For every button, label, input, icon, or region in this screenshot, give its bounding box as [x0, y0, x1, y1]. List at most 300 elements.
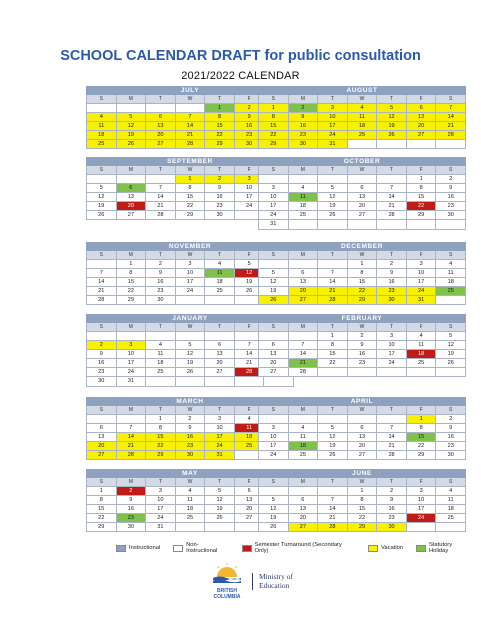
- day-cell: 10: [205, 424, 235, 433]
- day-cell: 28: [87, 296, 117, 305]
- day-cell: 5: [259, 269, 289, 278]
- day-cell: 13: [407, 113, 437, 122]
- day-cell: 9: [348, 341, 378, 350]
- day-cell: 16: [436, 193, 466, 202]
- day-cell: 29: [407, 211, 437, 220]
- day-cell: 9: [176, 424, 206, 433]
- ministry-line-1: Ministry of: [259, 572, 293, 581]
- day-cell: 17: [259, 442, 289, 451]
- day-cell: 18: [348, 122, 378, 131]
- day-cell: 31: [318, 140, 348, 149]
- day-cell: 22: [348, 287, 378, 296]
- day-cell: 31: [205, 451, 235, 460]
- empty-cell: [205, 377, 235, 386]
- day-cell: 7: [87, 269, 117, 278]
- empty-cell: [318, 260, 348, 269]
- day-cell: 28: [176, 140, 206, 149]
- day-cell: 18: [436, 278, 466, 287]
- legend-label: Non-Instructional: [186, 542, 218, 554]
- month-header: JUNE: [258, 469, 466, 478]
- empty-cell: [377, 220, 407, 229]
- day-cell: 28: [436, 131, 466, 140]
- month-header: AUGUST: [258, 86, 466, 95]
- weekday-label: T: [377, 323, 407, 332]
- day-cell: 25: [87, 140, 117, 149]
- empty-cell: [87, 415, 117, 424]
- weekday-label: M: [117, 166, 147, 175]
- empty-cell: [407, 368, 437, 377]
- day-cell: 29: [146, 451, 176, 460]
- day-cell: 10: [407, 269, 437, 278]
- legend: [116, 543, 481, 553]
- day-cell: 30: [436, 451, 466, 460]
- day-cell: 9: [436, 424, 466, 433]
- day-cell: 15: [318, 350, 348, 359]
- day-cell: 22: [259, 131, 289, 140]
- day-cell: 30: [377, 523, 407, 532]
- day-cell: 27: [289, 296, 319, 305]
- weekday-label: T: [205, 323, 235, 332]
- day-cell: 24: [235, 202, 265, 211]
- day-cell: 21: [318, 287, 348, 296]
- weekday-label: M: [117, 251, 147, 260]
- day-cell: 4: [146, 341, 176, 350]
- weekday-label: M: [289, 95, 319, 104]
- empty-cell: [87, 175, 117, 184]
- day-cell: 23: [436, 202, 466, 211]
- weekday-label: F: [235, 95, 265, 104]
- empty-cell: [146, 377, 176, 386]
- month-days: [258, 95, 466, 149]
- day-cell: 2: [146, 260, 176, 269]
- day-cell: 11: [176, 496, 206, 505]
- weekday-label: S: [87, 478, 117, 487]
- day-cell: 8: [117, 269, 147, 278]
- day-cell: 18: [436, 505, 466, 514]
- day-cell: 25: [348, 131, 378, 140]
- weekday-label: S: [259, 406, 289, 415]
- day-cell: 21: [436, 122, 466, 131]
- day-cell: 27: [407, 131, 437, 140]
- day-cell: 7: [146, 184, 176, 193]
- day-cell: 20: [117, 202, 147, 211]
- day-cell: 26: [205, 514, 235, 523]
- empty-cell: [318, 487, 348, 496]
- day-cell: 12: [259, 278, 289, 287]
- day-cell: 23: [348, 359, 378, 368]
- day-cell: 27: [146, 140, 176, 149]
- day-cell: 14: [176, 122, 206, 131]
- weekday-label: T: [205, 166, 235, 175]
- day-cell: 10: [146, 496, 176, 505]
- day-cell: 26: [318, 451, 348, 460]
- month-header: OCTOBER: [258, 157, 466, 166]
- weekday-label: S: [87, 95, 117, 104]
- calendar-year: 2021/2022 CALENDAR: [181, 70, 300, 82]
- weekday-label: S: [436, 323, 466, 332]
- day-cell: 16: [377, 505, 407, 514]
- empty-cell: [146, 104, 176, 113]
- empty-cell: [87, 104, 117, 113]
- day-cell: 10: [259, 193, 289, 202]
- weekday-label: S: [87, 406, 117, 415]
- day-cell: 14: [87, 278, 117, 287]
- day-cell: 22: [176, 202, 206, 211]
- day-cell: 20: [289, 287, 319, 296]
- empty-cell: [176, 377, 206, 386]
- day-cell: 30: [289, 140, 319, 149]
- empty-cell: [117, 332, 147, 341]
- weekday-label: T: [318, 478, 348, 487]
- day-cell: 28: [377, 211, 407, 220]
- day-cell: 3: [407, 487, 437, 496]
- weekday-label: S: [436, 95, 466, 104]
- day-cell: 7: [377, 424, 407, 433]
- empty-cell: [205, 296, 235, 305]
- weekday-label: S: [87, 323, 117, 332]
- day-cell: 1: [146, 415, 176, 424]
- weekday-label: W: [176, 406, 206, 415]
- day-cell: 5: [318, 184, 348, 193]
- legend-item-non-instructional: [173, 542, 229, 554]
- weekday-label: T: [146, 406, 176, 415]
- month-days: [258, 323, 466, 377]
- day-cell: 20: [205, 359, 235, 368]
- day-cell: 26: [235, 287, 265, 296]
- day-cell: 27: [289, 523, 319, 532]
- weekday-label: T: [377, 406, 407, 415]
- day-cell: 13: [259, 350, 289, 359]
- empty-cell: [377, 415, 407, 424]
- weekday-label: T: [318, 95, 348, 104]
- day-cell: 2: [377, 260, 407, 269]
- day-cell: 13: [235, 496, 265, 505]
- weekday-label: T: [205, 406, 235, 415]
- day-cell: 29: [176, 211, 206, 220]
- day-cell: 8: [146, 424, 176, 433]
- weekday-label: T: [318, 166, 348, 175]
- weekday-label: W: [176, 478, 206, 487]
- day-cell: 5: [87, 184, 117, 193]
- day-cell: 17: [235, 193, 265, 202]
- month-june: [258, 469, 466, 532]
- day-cell: 15: [407, 433, 437, 442]
- day-cell: 16: [289, 122, 319, 131]
- day-cell: 9: [117, 496, 147, 505]
- day-cell: 29: [348, 523, 378, 532]
- day-cell: 27: [348, 211, 378, 220]
- day-cell: 24: [176, 287, 206, 296]
- weekday-label: T: [377, 251, 407, 260]
- empty-cell: [318, 415, 348, 424]
- day-cell: 4: [436, 260, 466, 269]
- day-cell: 14: [318, 505, 348, 514]
- day-cell: 8: [318, 341, 348, 350]
- day-cell: 14: [146, 193, 176, 202]
- day-cell: 10: [318, 113, 348, 122]
- weekday-label: T: [318, 251, 348, 260]
- day-cell: 7: [235, 341, 265, 350]
- weekday-label: S: [259, 251, 289, 260]
- day-cell: 1: [205, 104, 235, 113]
- day-cell: 19: [235, 278, 265, 287]
- day-cell: 5: [259, 496, 289, 505]
- day-cell: 15: [348, 278, 378, 287]
- day-cell: 28: [117, 451, 147, 460]
- day-cell: 18: [146, 359, 176, 368]
- month-days: [258, 406, 466, 460]
- day-cell: 1: [87, 487, 117, 496]
- day-cell: 17: [117, 359, 147, 368]
- empty-cell: [117, 415, 147, 424]
- day-cell: 10: [407, 496, 437, 505]
- bc-wordmark: BRITISH COLUMBIA: [213, 588, 241, 600]
- day-cell: 3: [259, 424, 289, 433]
- empty-cell: [377, 140, 407, 149]
- day-cell: 20: [259, 359, 289, 368]
- day-cell: 4: [176, 487, 206, 496]
- day-cell: 12: [205, 496, 235, 505]
- day-cell: 18: [205, 278, 235, 287]
- day-cell: 22: [318, 359, 348, 368]
- weekday-label: F: [235, 251, 265, 260]
- day-cell: 24: [377, 359, 407, 368]
- weekday-label: T: [205, 478, 235, 487]
- weekday-label: W: [176, 323, 206, 332]
- day-cell: 11: [436, 496, 466, 505]
- day-cell: 30: [235, 140, 265, 149]
- day-cell: 2: [289, 104, 319, 113]
- day-cell: 1: [348, 487, 378, 496]
- day-cell: 19: [318, 202, 348, 211]
- legend-item-instructional: [116, 545, 160, 552]
- day-cell: 3: [407, 260, 437, 269]
- day-cell: 12: [318, 433, 348, 442]
- day-cell: 12: [259, 505, 289, 514]
- day-cell: 14: [117, 433, 147, 442]
- day-cell: 6: [289, 496, 319, 505]
- day-cell: 26: [377, 131, 407, 140]
- day-cell: 25: [235, 442, 265, 451]
- weekday-label: F: [407, 323, 437, 332]
- empty-cell: [407, 523, 437, 532]
- day-cell: 18: [87, 131, 117, 140]
- day-cell: 25: [436, 287, 466, 296]
- weekday-label: M: [117, 95, 147, 104]
- day-cell: 4: [205, 260, 235, 269]
- day-cell: 5: [205, 487, 235, 496]
- weekday-label: W: [348, 406, 378, 415]
- day-cell: 18: [289, 202, 319, 211]
- day-cell: 12: [377, 113, 407, 122]
- day-cell: 9: [377, 496, 407, 505]
- day-cell: 17: [205, 433, 235, 442]
- weekday-label: S: [87, 251, 117, 260]
- day-cell: 29: [87, 523, 117, 532]
- day-cell: 29: [407, 451, 437, 460]
- day-cell: 26: [87, 211, 117, 220]
- empty-cell: [348, 175, 378, 184]
- day-cell: 11: [407, 341, 437, 350]
- day-cell: 30: [176, 451, 206, 460]
- day-cell: 23: [377, 287, 407, 296]
- day-cell: 1: [407, 175, 437, 184]
- empty-cell: [117, 175, 147, 184]
- empty-cell: [289, 415, 319, 424]
- day-cell: 3: [146, 487, 176, 496]
- weekday-label: T: [146, 166, 176, 175]
- weekday-label: M: [117, 478, 147, 487]
- day-cell: 5: [436, 332, 466, 341]
- day-cell: 1: [259, 104, 289, 113]
- day-cell: 12: [87, 193, 117, 202]
- day-cell: 10: [259, 433, 289, 442]
- page-title: SCHOOL CALENDAR DRAFT for public consultation: [60, 48, 421, 64]
- day-cell: 2: [348, 332, 378, 341]
- weekday-label: T: [377, 478, 407, 487]
- empty-cell: [264, 377, 294, 386]
- day-cell: 19: [87, 202, 117, 211]
- day-cell: 8: [407, 184, 437, 193]
- day-cell: 16: [87, 359, 117, 368]
- day-cell: 8: [87, 496, 117, 505]
- day-cell: 13: [348, 193, 378, 202]
- day-cell: 31: [407, 296, 437, 305]
- day-cell: 23: [146, 287, 176, 296]
- day-cell: 27: [205, 368, 235, 377]
- day-cell: 5: [176, 341, 206, 350]
- day-cell: 6: [348, 424, 378, 433]
- day-cell: 7: [117, 424, 147, 433]
- weekday-label: W: [176, 251, 206, 260]
- day-cell: 25: [176, 514, 206, 523]
- empty-cell: [87, 260, 117, 269]
- day-cell: 15: [205, 122, 235, 131]
- day-cell: 25: [205, 287, 235, 296]
- weekday-label: W: [348, 166, 378, 175]
- legend-label: Vacation: [381, 545, 404, 551]
- day-cell: 21: [146, 202, 176, 211]
- day-cell: 22: [146, 442, 176, 451]
- day-cell: 15: [117, 278, 147, 287]
- day-cell: 21: [235, 359, 265, 368]
- day-cell: 11: [87, 122, 117, 131]
- day-cell: 30: [377, 296, 407, 305]
- empty-cell: [259, 175, 289, 184]
- empty-cell: [289, 332, 319, 341]
- month-header: DECEMBER: [258, 242, 466, 251]
- day-cell: 25: [436, 514, 466, 523]
- legend-swatch-icon: [416, 545, 426, 552]
- ministry-name: [252, 573, 293, 590]
- empty-cell: [87, 332, 117, 341]
- day-cell: 9: [87, 350, 117, 359]
- day-cell: 28: [146, 211, 176, 220]
- day-cell: 9: [205, 184, 235, 193]
- day-cell: 16: [235, 122, 265, 131]
- weekday-label: T: [205, 251, 235, 260]
- weekday-label: F: [235, 406, 265, 415]
- legend-label: Instructional: [129, 545, 161, 551]
- day-cell: 20: [348, 202, 378, 211]
- day-cell: 18: [176, 505, 206, 514]
- month-february: [258, 314, 466, 377]
- day-cell: 28: [377, 451, 407, 460]
- day-cell: 12: [235, 269, 265, 278]
- day-cell: 11: [146, 350, 176, 359]
- day-cell: 6: [407, 104, 437, 113]
- day-cell: 18: [289, 442, 319, 451]
- legend-item-vacation: [368, 545, 403, 552]
- day-cell: 20: [289, 514, 319, 523]
- day-cell: 13: [146, 122, 176, 131]
- weekday-label: T: [146, 323, 176, 332]
- day-cell: 8: [205, 113, 235, 122]
- day-cell: 16: [176, 433, 206, 442]
- empty-cell: [436, 368, 466, 377]
- day-cell: 3: [235, 175, 265, 184]
- day-cell: 24: [146, 514, 176, 523]
- day-cell: 15: [146, 433, 176, 442]
- day-cell: 12: [176, 350, 206, 359]
- empty-cell: [259, 260, 289, 269]
- day-cell: 25: [146, 368, 176, 377]
- empty-cell: [318, 368, 348, 377]
- day-cell: 21: [377, 442, 407, 451]
- day-cell: 25: [407, 359, 437, 368]
- day-cell: 6: [87, 424, 117, 433]
- day-cell: 1: [348, 260, 378, 269]
- day-cell: 7: [318, 269, 348, 278]
- day-cell: 20: [235, 505, 265, 514]
- day-cell: 21: [117, 442, 147, 451]
- day-cell: 16: [117, 505, 147, 514]
- day-cell: 24: [259, 211, 289, 220]
- empty-cell: [318, 220, 348, 229]
- weekday-label: S: [259, 478, 289, 487]
- day-cell: 14: [377, 433, 407, 442]
- day-cell: 3: [176, 260, 206, 269]
- day-cell: 19: [259, 514, 289, 523]
- empty-cell: [205, 332, 235, 341]
- empty-cell: [176, 104, 206, 113]
- weekday-label: W: [348, 323, 378, 332]
- legend-swatch-icon: [173, 545, 183, 552]
- day-cell: 30: [146, 296, 176, 305]
- day-cell: 26: [117, 140, 147, 149]
- day-cell: 24: [318, 131, 348, 140]
- day-cell: 6: [289, 269, 319, 278]
- day-cell: 3: [259, 184, 289, 193]
- day-cell: 28: [318, 296, 348, 305]
- day-cell: 26: [318, 211, 348, 220]
- day-cell: 13: [289, 505, 319, 514]
- day-cell: 8: [407, 424, 437, 433]
- weekday-label: F: [235, 323, 265, 332]
- day-cell: 23: [235, 131, 265, 140]
- month-days: [258, 251, 466, 305]
- day-cell: 2: [87, 341, 117, 350]
- day-cell: 21: [87, 287, 117, 296]
- empty-cell: [176, 523, 206, 532]
- legend-item-semester: [242, 542, 355, 554]
- day-cell: 11: [235, 424, 265, 433]
- weekday-label: T: [318, 406, 348, 415]
- day-cell: 21: [377, 202, 407, 211]
- weekday-label: S: [87, 166, 117, 175]
- day-cell: 26: [176, 368, 206, 377]
- day-cell: 22: [407, 442, 437, 451]
